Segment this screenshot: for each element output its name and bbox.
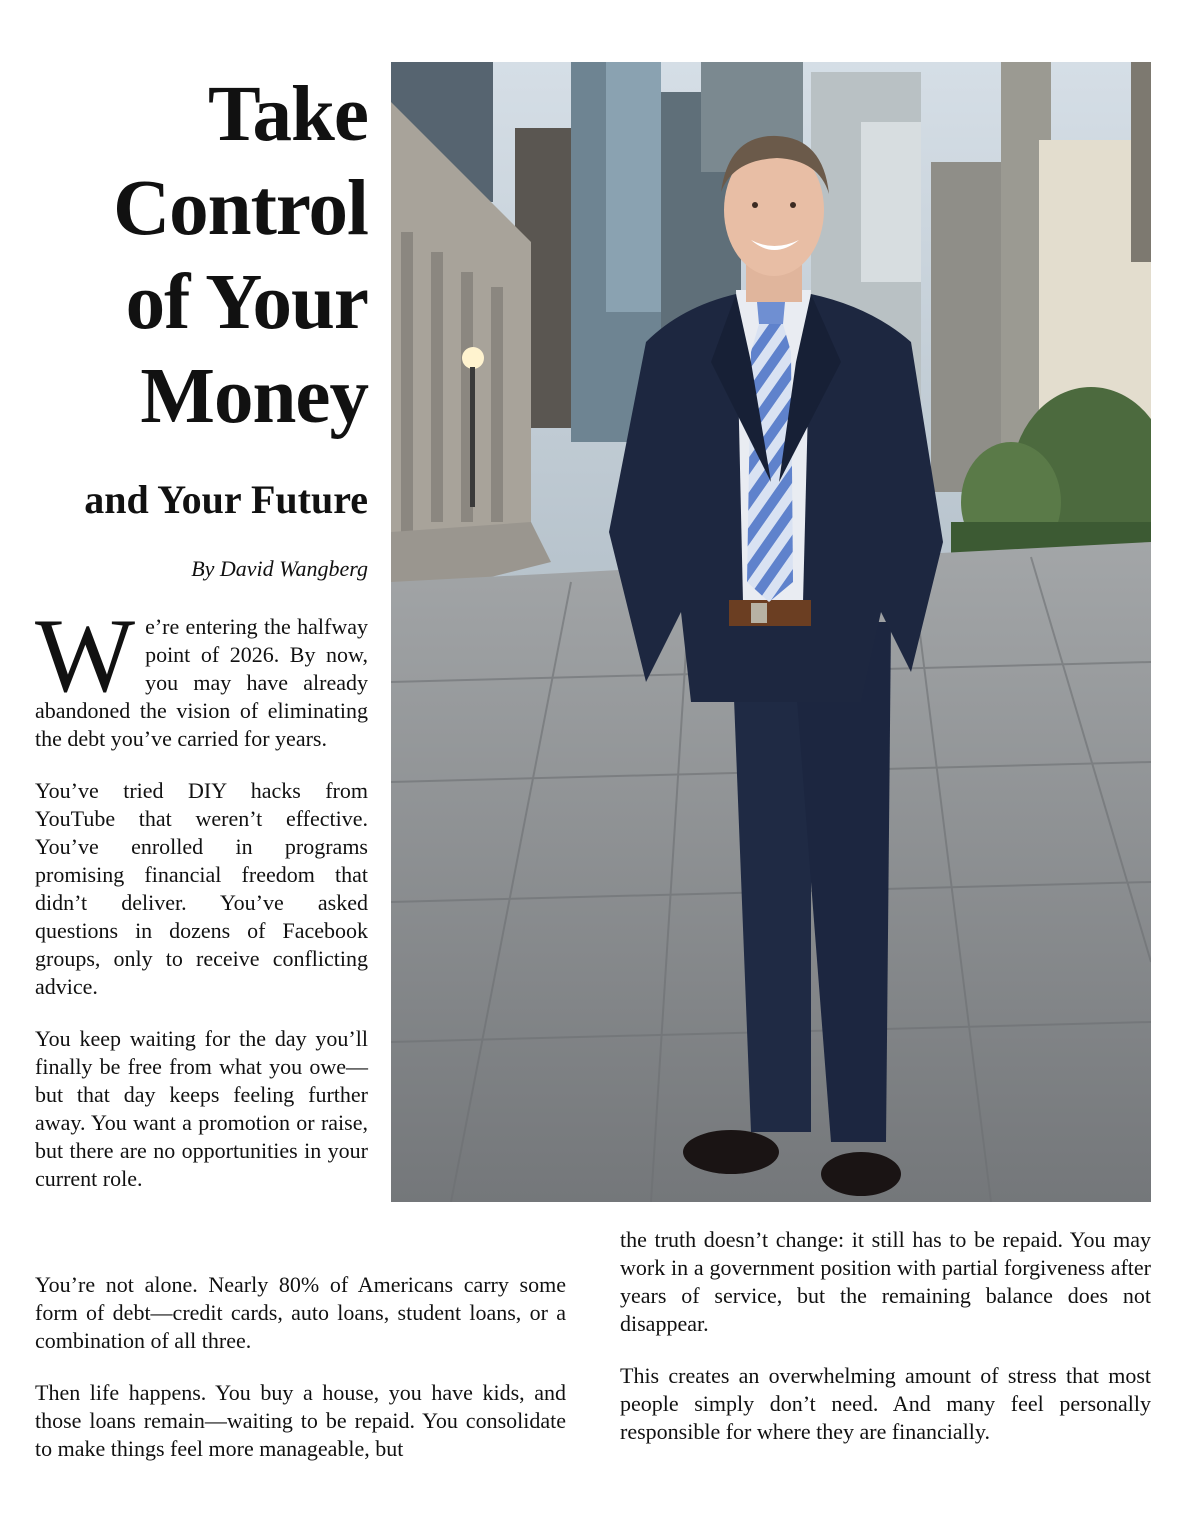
- paragraph: You keep waiting for the day you’ll finally be free from what you owe—but that day keeps feeling further away. You want a promotion or raise, but there are no opportunities in your current role.: [35, 1026, 368, 1191]
- article-column-left: [35, 597, 368, 1217]
- paragraph: This creates an overwhelming amount of stress that most people simply don’t need. And many feel personally responsible for where they are financially.: [620, 1363, 1151, 1444]
- author-photo: [391, 62, 1151, 1202]
- paragraph: You’re not alone. Nearly 80% of Americans carry some form of debt—credit cards, auto loans, student loans, or a combination of all three.: [35, 1272, 566, 1353]
- title-line: Money: [140, 353, 368, 440]
- title-line: Control: [113, 165, 368, 252]
- paragraph-text: e’re entering the halfway point of 2026. By now, you may have already abandoned the vision of eliminating the debt you’ve carried for years.: [35, 614, 368, 751]
- paragraph: Then life happens. You buy a house, you have kids, and those loans remain—waiting to be repaid. You consolidate to make things feel more manageable, but: [35, 1380, 566, 1461]
- author-photo-illustration: [391, 62, 1151, 1202]
- paragraph: You’ve tried DIY hacks from YouTube that weren’t effective. You’ve enrolled in programs promising financial freedom that didn’t deliver. You’ve asked questions in dozens of Facebook groups, only to receive conflicting advice.: [35, 778, 368, 999]
- article-column-bottom-right: [620, 1226, 1151, 1470]
- title-line: of Your: [125, 259, 368, 346]
- article-subtitle: and Your Future: [84, 477, 368, 522]
- article-column-bottom-left: [35, 1271, 566, 1487]
- paragraph: the truth doesn’t change: it still has to be repaid. You may work in a government position with partial forgiveness after years of service, but the remaining balance does not disappear.: [620, 1227, 1151, 1336]
- title-line: Take: [208, 71, 368, 158]
- article-title: [40, 68, 368, 444]
- drop-cap: W: [35, 597, 136, 714]
- paragraph: [35, 597, 368, 753]
- byline: By David Wangberg: [191, 556, 368, 581]
